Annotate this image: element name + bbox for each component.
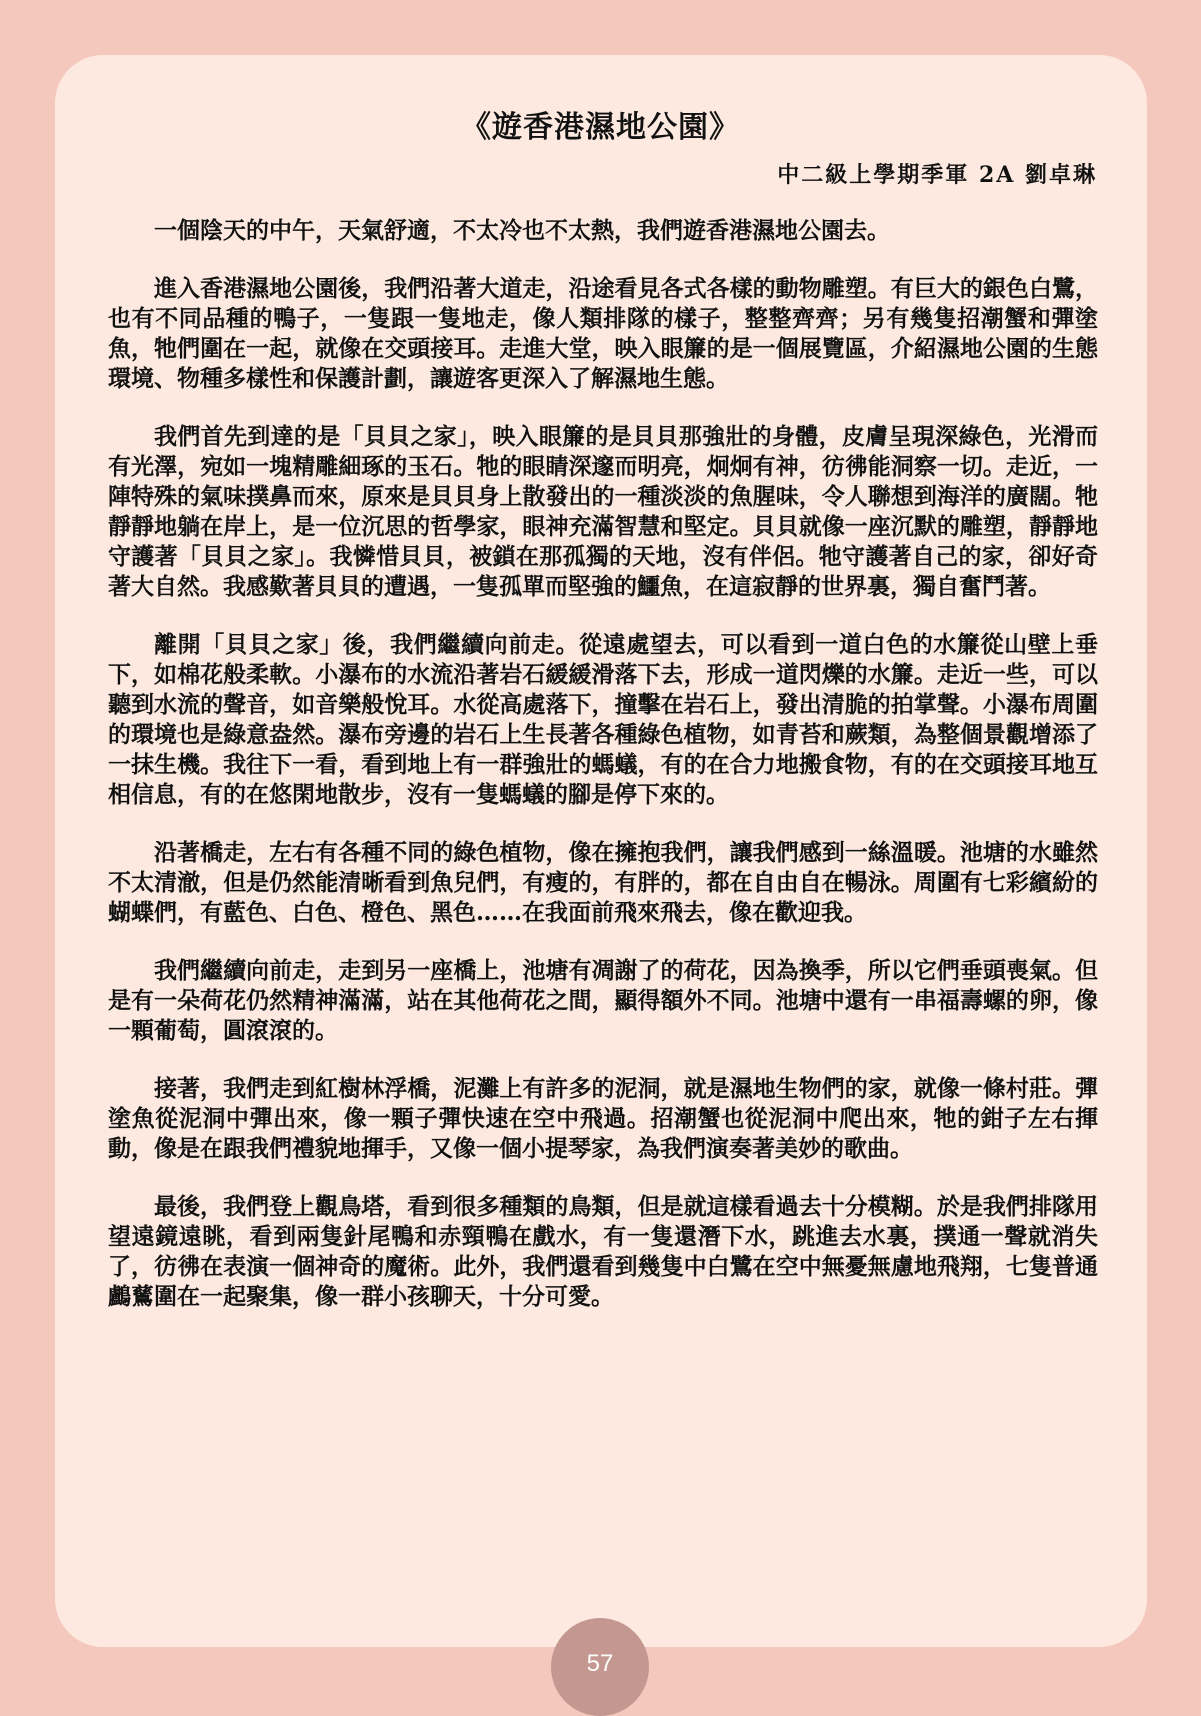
paragraph-lotus: 我們繼續向前走，走到另一座橋上，池塘有凋謝了的荷花，因為換季，所以它們垂頭喪氣。但是有一朵荷花仍然精神滿滿，站在其他荷花之間，顯得額外不同。池塘中還有一串福壽螺的卵，像一顆葡萄，圓滾滾的。 — [108, 957, 1098, 1044]
article-title: 《遊香港濕地公園》 — [461, 110, 740, 145]
paragraph-beibei: 我們首先到達的是「貝貝之家」，映入眼簾的是貝貝那強壯的身體，皮膚呈現深綠色，光滑而有光澤，宛如一塊精雕細琢的玉石。牠的眼睛深邃而明亮，炯炯有神，彷彿能洞察一切。走近，一陣特殊的氣味撲鼻而來，原來是貝貝身上散發出的一種淡淡的魚腥味，令人聯想到海洋的廣闊。牠靜靜地躺在岸上，是一位沉思的哲學家，眼神充滿智慧和堅定。貝貝就像一座沉默的雕塑，靜靜地守護著「貝貝之家」。我憐惜貝貝，被鎖在那孤獨的天地，沒有伴侶。牠守護著自己的家，卻好奇著大自然。我感歎著貝貝的遭遇，一隻孤單而堅強的鱷魚，在這寂靜的世界裏，獨自奮鬥著。 — [108, 423, 1098, 600]
paragraph-bridge: 沿著橋走，左右有各種不同的綠色植物，像在擁抱我們，讓我們感到一絲溫暖。池塘的水雖然不太清澈，但是仍然能清晰看到魚兒們，有瘦的，有胖的，都在自由自在暢泳。周圍有七彩繽紛的蝴蝶們，有藍色、白色、橙色、黑色……在我面前飛來飛去，像在歡迎我。 — [108, 839, 1098, 926]
paragraph-bird-tower: 最後，我們登上觀鳥塔，看到很多種類的鳥類，但是就這樣看過去十分模糊。於是我們排隊用望遠鏡遠眺，看到兩隻針尾鴨和赤頸鴨在戲水，有一隻還潛下水，跳進去水裏，撲通一聲就消失了，彷彿在表演一個神奇的魔術。此外，我們還看到幾隻中白鷺在空中無憂無慮地飛翔，七隻普通鸕鶿圍在一起聚集，像一群小孩聊天，十分可愛。 — [108, 1193, 1098, 1310]
page-number-badge: 57 — [551, 1618, 649, 1716]
paragraph-intro: 一個陰天的中午，天氣舒適，不太冷也不太熱，我們遊香港濕地公園去。 — [154, 217, 890, 244]
paragraph-waterfall: 離開「貝貝之家」後，我們繼續向前走。從遠處望去，可以看到一道白色的水簾從山壁上垂下，如棉花般柔軟。小瀑布的水流沿著岩石緩緩滑落下去，形成一道閃爍的水簾。走近一些，可以聽到水流的聲音，如音樂般悅耳。水從高處落下，撞擊在岩石上，發出清脆的拍掌聲。小瀑布周圍的環境也是綠意盎然。瀑布旁邊的岩石上生長著各種綠色植物，如青苔和蕨類，為整個景觀增添了一抹生機。我往下一看，看到地上有一群強壯的螞蟻，有的在合力地搬食物，有的在交頭接耳地互相信息，有的在悠閑地散步，沒有一隻螞蟻的腳是停下來的。 — [108, 631, 1098, 808]
paragraph-entrance: 進入香港濕地公園後，我們沿著大道走，沿途看見各式各樣的動物雕塑。有巨大的銀色白鷺，也有不同品種的鴨子，一隻跟一隻地走，像人類排隊的樣子，整整齊齊；另有幾隻招潮蟹和彈塗魚，牠們圍在一起，就像在交頭接耳。走進大堂，映入眼簾的是一個展覽區，介紹濕地公園的生態環境、物種多樣性和保護計劃，讓遊客更深入了解濕地生態。 — [108, 275, 1098, 392]
article-body — [108, 216, 1098, 1340]
author-byline: 中二級上學期季軍 2A 劉卓琳 — [777, 162, 1097, 188]
paragraph-mangrove: 接著，我們走到紅樹林浮橋，泥灘上有許多的泥洞，就是濕地生物們的家，就像一條村莊。彈塗魚從泥洞中彈出來，像一顆子彈快速在空中飛過。招潮蟹也從泥洞中爬出來，牠的鉗子左右揮動，像是在跟我們禮貌地揮手，又像一個小提琴家，為我們演奏著美妙的歌曲。 — [108, 1075, 1098, 1162]
